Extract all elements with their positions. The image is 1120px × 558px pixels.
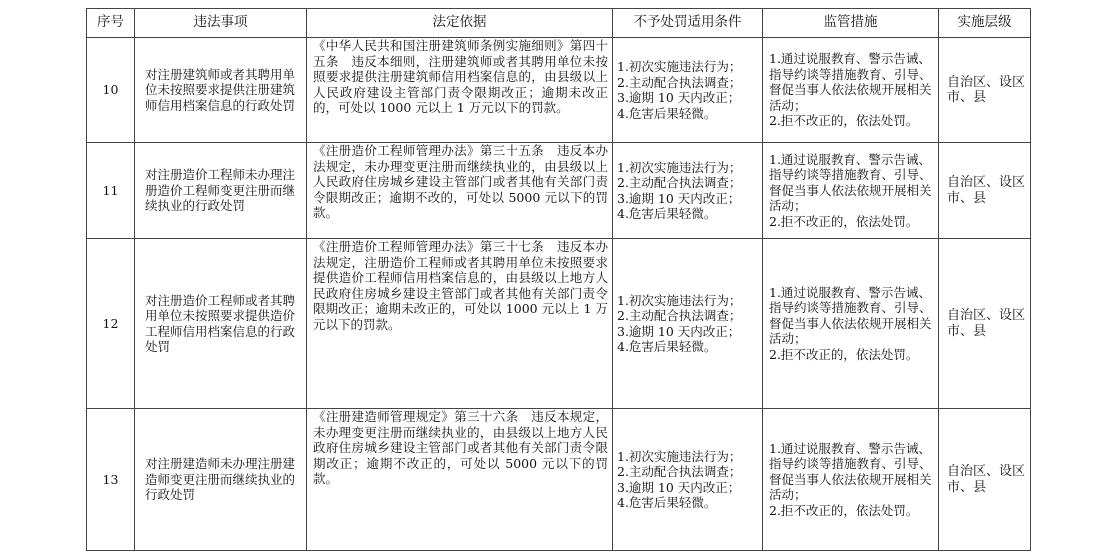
supervision-measures [763,239,939,409]
measure-line: 2.拒不改正的，依法处罚。 [769,113,919,129]
measure-line: 2.拒不改正的，依法处罚。 [769,213,919,229]
table-row [87,409,1031,551]
measure-line: 1.通过说服教育、警示告诫、指导约谈等措施教育、引导、督促当事人依法依规开展相关活动； [769,51,932,113]
condition-line: 1.初次实施违法行为； [617,159,742,175]
measure-line: 1.通过说服教育、警示告诫、指导约谈等措施教育、引导、督促当事人依法依规开展相关活动； [769,151,932,214]
condition-line: 3.逾期 10 天内改正； [617,323,741,339]
exemption-conditions [613,409,763,551]
condition-line: 2.主动配合执法调查； [617,308,742,323]
condition-line: 1.初次实施违法行为； [617,292,742,308]
header-no: 序号 [87,9,135,38]
condition-line: 2.主动配合执法调查； [617,74,742,90]
implementation-level: 自治区、设区市、县 [939,409,1031,551]
row-number: 12 [87,239,135,409]
legal-basis: 《注册建造师管理规定》第三十六条 违反本规定，未办理变更注册而继续执业的，由县级以上地方人民政府住房城乡建设主管部门或者其他有关部门责令限期改正；逾期不改正的，可处以 5000 元以下的罚款。 [307,409,613,551]
header-level: 实施层级 [939,9,1031,38]
condition-line: 2.主动配合执法调查； [617,464,742,479]
header-basis: 法定依据 [307,9,613,38]
condition-line: 1.初次实施违法行为； [617,448,742,464]
implementation-level: 自治区、设区市、县 [939,38,1031,143]
condition-line: 4.危害后果轻微。 [617,105,717,121]
measure-line: 1.通过说服教育、警示告诫、指导约谈等措施教育、引导、督促当事人依法依规开展相关活动； [769,284,932,347]
row-number: 13 [87,409,135,551]
supervision-measures [763,38,939,143]
penalty-table [86,8,1031,551]
condition-line: 1.初次实施违法行为； [617,59,742,74]
legal-basis: 《注册造价工程师管理办法》第三十五条 违反本办法规定，未办理变更注册而继续执业的，由县级以上人民政府住房城乡建设主管部门或者其他有关部门责令限期改正；逾期不改的，可处以 5000 元以下的罚款。 [307,143,613,239]
condition-line: 4.危害后果轻微。 [617,339,717,354]
condition-line: 3.逾期 10 天内改正； [617,479,741,495]
table-row [87,239,1031,409]
header-row [87,9,1031,38]
exemption-conditions [613,239,763,409]
implementation-level: 自治区、设区市、县 [939,143,1031,239]
exemption-conditions [613,143,763,239]
implementation-level: 自治区、设区市、县 [939,239,1031,409]
condition-line: 4.危害后果轻微。 [617,495,717,510]
row-number: 10 [87,38,135,143]
header-measures: 监管措施 [763,9,939,38]
condition-line: 3.逾期 10 天内改正； [617,190,741,206]
condition-line: 2.主动配合执法调查； [617,175,742,190]
measure-line: 1.通过说服教育、警示告诫、指导约谈等措施教育、引导、督促当事人依法依规开展相关活动； [769,440,932,503]
table-row [87,38,1031,143]
measure-line: 2.拒不改正的，依法处罚。 [769,346,919,362]
condition-line: 3.逾期 10 天内改正； [617,90,741,105]
violation-item: 对注册造价工程师或者其聘用单位未按照要求提供造价工程师信用档案信息的行政处罚 [135,239,307,409]
violation-item: 对注册建造师未办理注册建造师变更注册而继续执业的行政处罚 [135,409,307,551]
violation-item: 对注册建筑师或者其聘用单位未按照要求提供注册建筑师信用档案信息的行政处罚 [135,38,307,143]
header-item: 违法事项 [135,9,307,38]
table-row [87,143,1031,239]
condition-line: 4.危害后果轻微。 [617,206,717,221]
legal-basis: 《注册造价工程师管理办法》第三十七条 违反本办法规定，注册造价工程师或者其聘用单位未按照要求提供造价工程师信用档案信息的，由县级以上地方人民政府住房城乡建设主管部门或者其他有关部门责令限期改正；逾期未改正的，可处以 1000 元以上 1 万元以下的罚款。 [307,239,613,409]
legal-basis: 《中华人民共和国注册建筑师条例实施细则》第四十五条 违反本细则，注册建筑师或者其聘用单位未按照要求提供注册建筑师信用档案信息的，由县级以上人民政府建设主管部门责令限期改正；逾期未改正的，可处以 1000 元以上 1 万元以下的罚款。 [307,38,613,143]
header-conditions: 不予处罚适用条件 [613,9,763,38]
supervision-measures [763,143,939,239]
supervision-measures [763,409,939,551]
row-number: 11 [87,143,135,239]
violation-item: 对注册造价工程师未办理注册造价工程师变更注册而继续执业的行政处罚 [135,143,307,239]
exemption-conditions [613,38,763,143]
measure-line: 2.拒不改正的，依法处罚。 [769,502,919,518]
